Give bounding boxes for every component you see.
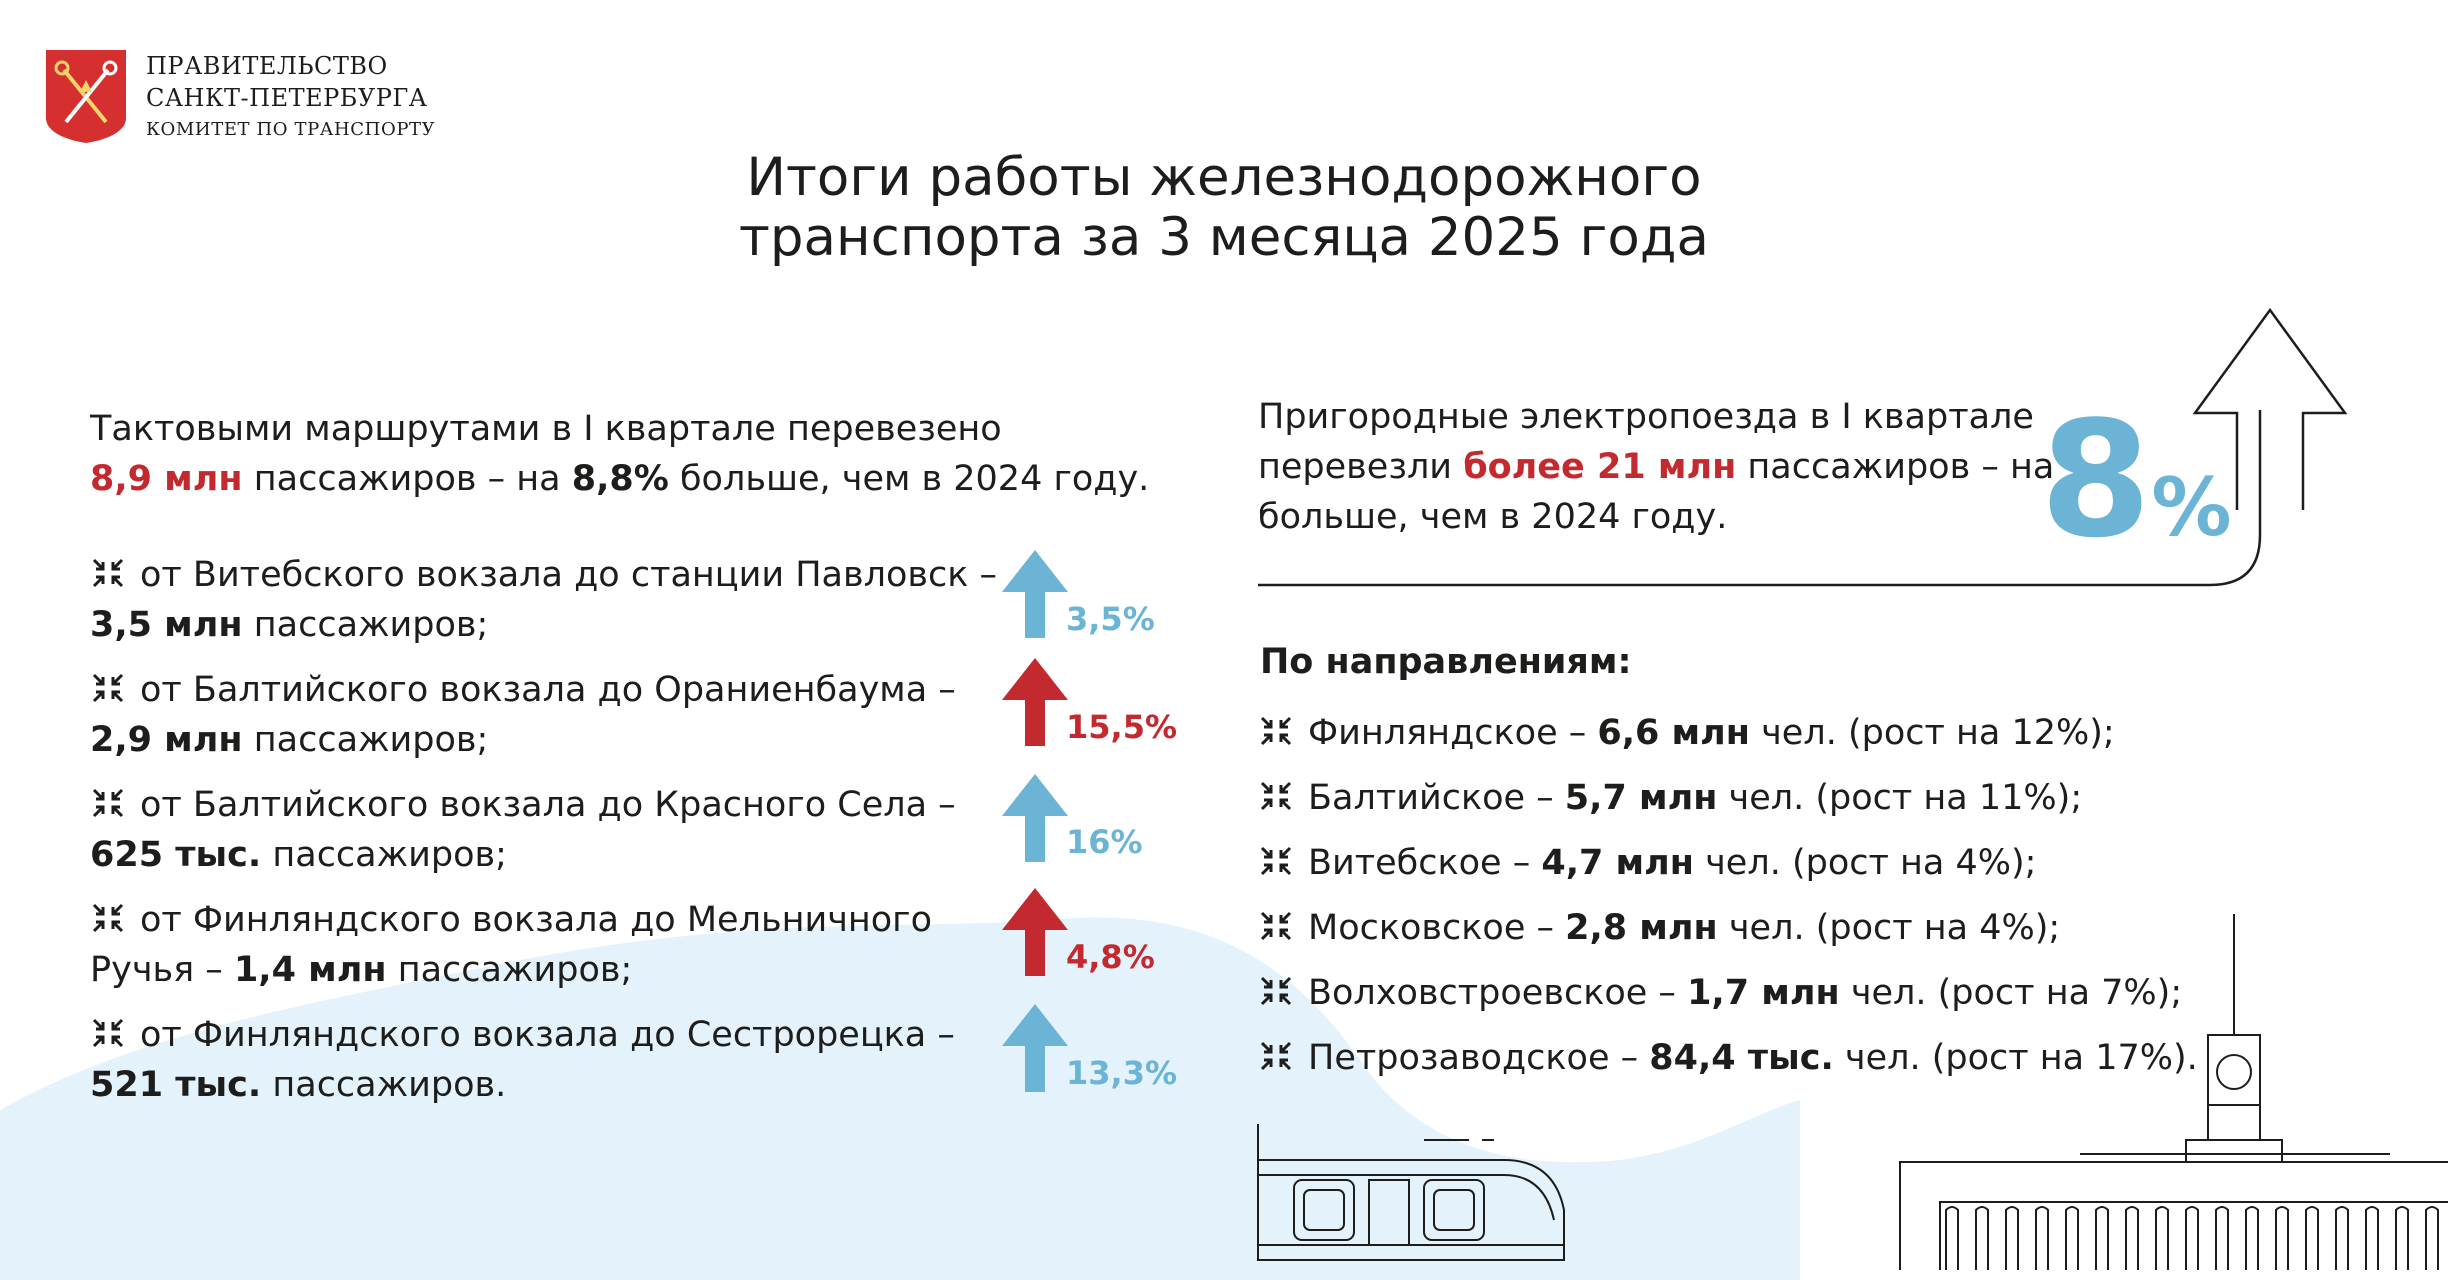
route-item-2: [90, 665, 1030, 765]
right-intro-value: более 21 млн: [1463, 447, 1737, 487]
route-text: от Финляндского вокзала до Мельничного: [140, 900, 932, 940]
left-intro-line2: [90, 454, 1230, 504]
title-line1: Итоги работы железнодорожного: [746, 147, 1702, 208]
direction-rest: чел. (рост на 12%);: [1749, 713, 2115, 753]
station-building-icon: [1890, 910, 2448, 1280]
route-rest: пассажиров;: [386, 950, 633, 990]
direction-value: 6,6 млн: [1597, 713, 1750, 753]
bullet-arrows-icon: [90, 1018, 126, 1048]
route-text: от Финляндского вокзала до Сестрорецка –: [140, 1015, 955, 1055]
route-pct-2: 15,5%: [1066, 708, 1178, 746]
route-rest: пассажиров.: [261, 1065, 507, 1105]
left-intro: [90, 404, 1230, 504]
route-pct-5: 13,3%: [1066, 1054, 1178, 1092]
direction-value: 2,8 млн: [1565, 908, 1718, 948]
direction-name: Московское –: [1308, 908, 1566, 948]
train-icon: [1254, 1120, 1574, 1270]
bullet-arrows-icon: [1258, 846, 1294, 876]
org-line1: ПРАВИТЕЛЬСТВО: [146, 52, 388, 80]
up-arrow-icon: [1000, 772, 1070, 864]
route-value: 1,4 млн: [233, 950, 387, 990]
org-line2: САНКТ-ПЕТЕРБУРГА: [146, 84, 428, 112]
up-arrow-icon: [1000, 656, 1070, 748]
direction-value: 4,7 млн: [1541, 843, 1694, 883]
route-text: от Витебского вокзала до станции Павловск –: [140, 555, 998, 595]
direction-value: 5,7 млн: [1564, 778, 1718, 818]
route-rest: пассажиров;: [242, 605, 489, 645]
right-intro-line1: Пригородные электропоезда в I квартале: [1258, 397, 2034, 437]
route-value: 3,5 млн: [90, 605, 243, 645]
bullet-arrows-icon: [1258, 781, 1294, 811]
right-intro-line3: больше, чем в 2024 году.: [1258, 497, 1728, 537]
bullet-arrows-icon: [1258, 1041, 1294, 1071]
direction-name: Финляндское –: [1308, 713, 1598, 753]
route-text: от Балтийского вокзала до Ораниенбаума –: [140, 670, 956, 710]
route-pct-3: 16%: [1066, 823, 1143, 861]
bullet-arrows-icon: [90, 903, 126, 933]
left-intro-text: пассажиров – на: [242, 459, 572, 499]
directions-title: По направлениям:: [1260, 642, 1632, 682]
bullet-arrows-icon: [90, 788, 126, 818]
direction-name: Петрозаводское –: [1308, 1038, 1650, 1078]
route-value: 625 тыс.: [90, 835, 262, 875]
left-intro-line1: Тактовыми маршрутами в I квартале перевезено: [90, 409, 1002, 449]
direction-name: Витебское –: [1308, 843, 1542, 883]
direction-value: 1,7 млн: [1687, 973, 1840, 1013]
route-pre: Ручья –: [90, 950, 234, 990]
bullet-arrows-icon: [90, 558, 126, 588]
direction-item-3: [1258, 838, 2036, 888]
direction-item-2: [1258, 773, 2082, 823]
bullet-arrows-icon: [1258, 976, 1294, 1006]
route-value: 521 тыс.: [90, 1065, 262, 1105]
up-arrow-icon: [1000, 548, 1070, 640]
direction-name: Балтийское –: [1308, 778, 1565, 818]
bullet-arrows-icon: [1258, 911, 1294, 941]
direction-rest: чел. (рост на 11%);: [1717, 778, 2083, 818]
up-arrow-icon: [1000, 1002, 1070, 1094]
logo-text: [146, 50, 435, 146]
title-line2: транспорта за 3 месяца 2025 года: [739, 207, 1709, 268]
route-pct-1: 3,5%: [1066, 600, 1155, 638]
direction-rest: чел. (рост на 4%);: [1717, 908, 2061, 948]
direction-name: Волховстроевское –: [1308, 973, 1688, 1013]
bullet-arrows-icon: [1258, 716, 1294, 746]
direction-rest: чел. (рост на 4%);: [1693, 843, 2037, 883]
big-number: 8: [2040, 386, 2152, 573]
org-line3: КОМИТЕТ ПО ТРАНСПОРТУ: [146, 119, 436, 140]
route-pct-4: 4,8%: [1066, 938, 1155, 976]
big-percent: [2040, 386, 2232, 588]
route-rest: пассажиров;: [261, 835, 507, 875]
page-title: [0, 148, 2448, 268]
big-percent-sign: %: [2151, 461, 2232, 554]
route-item-1: [90, 550, 1030, 650]
bullet-arrows-icon: [90, 673, 126, 703]
route-text: от Балтийского вокзала до Красного Села –: [140, 785, 956, 825]
direction-value: 84,4 тыс.: [1649, 1038, 1834, 1078]
left-intro-pct: 8,8%: [571, 459, 669, 499]
left-intro-text2: больше, чем в 2024 году.: [668, 459, 1150, 499]
direction-item-1: [1258, 708, 2115, 758]
route-rest: пассажиров;: [242, 720, 489, 760]
route-item-5: [90, 1010, 1030, 1110]
route-item-3: [90, 780, 1030, 880]
right-intro-post: пассажиров – на: [1736, 447, 2055, 487]
direction-rest: чел. (рост на 17%).: [1833, 1038, 2198, 1078]
route-value: 2,9 млн: [90, 720, 243, 760]
spb-coat-of-arms-icon: [44, 48, 128, 144]
right-intro-pre: перевезли: [1258, 447, 1464, 487]
route-item-4: [90, 895, 1030, 995]
direction-rest: чел. (рост на 7%);: [1839, 973, 2183, 1013]
left-intro-value: 8,9 млн: [90, 459, 243, 499]
up-arrow-icon: [1000, 886, 1070, 978]
